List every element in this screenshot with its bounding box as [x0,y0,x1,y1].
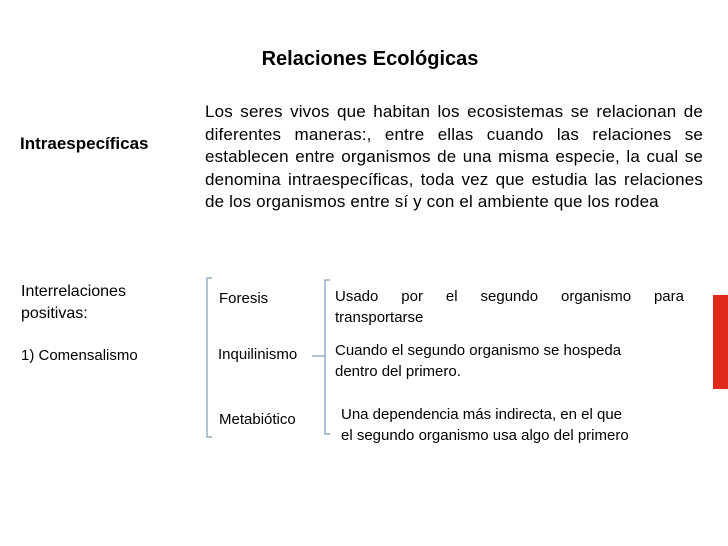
positive-label: positivas: [21,305,88,322]
foresis-desc-line2: transportarse [335,309,424,326]
inquilinismo-desc-line1: Cuando el segundo organismo se hospeda [335,342,622,359]
type-inquilinismo: Inquilinismo [218,346,298,363]
intraspecific-description: Los seres vivos que habitan los ecosistemas se relacionan de diferentes maneras:, entre ellas cuando las relaciones se establecen entre organismos de una misma especie, la cual se denomina intraespecíficas, toda vez que estudia las relaciones de los organismos entre sí y con el ambiente que los rodea [205,102,703,211]
metabiotico-desc-line1: Una dependencia más indirecta, en el que [341,406,623,423]
inquilinismo-desc-line2: dentro del primero. [335,363,461,380]
type-metabiotico: Metabiótico [219,411,296,428]
intraspecific-label: Intraespecíficas [20,134,149,153]
interrelations-label: Interrelaciones [21,283,126,300]
page-title: Relaciones Ecológicas [261,48,479,70]
type-foresis: Foresis [219,290,269,307]
accent-bar [713,295,728,389]
commensalism-label: 1) Comensalismo [21,347,138,364]
metabiotico-desc-line2: el segundo organismo usa algo del primero [341,427,629,444]
foresis-desc-line1: Usado por el segundo organismo para [335,288,684,305]
